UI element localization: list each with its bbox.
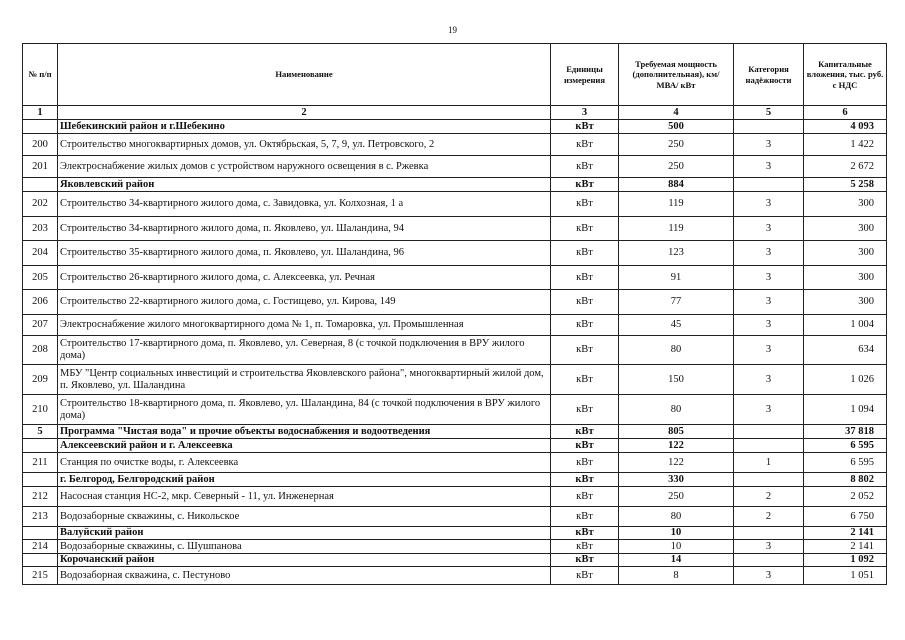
- table-row: [23, 365, 887, 395]
- cell-category: 3: [734, 241, 804, 266]
- cell-num: [23, 527, 58, 540]
- header-power: Требуемая мощность (дополнительная), км/ МВА/ кВт: [619, 44, 734, 106]
- cell-power: 45: [619, 315, 734, 336]
- cell-num: 209: [23, 365, 58, 395]
- group-row: [23, 178, 887, 192]
- column-index: 1: [23, 106, 58, 120]
- cell-name: Алексеевский район и г. Алексеевка: [58, 439, 551, 453]
- cell-num: 203: [23, 217, 58, 241]
- cell-category: [734, 178, 804, 192]
- cell-category: 2: [734, 507, 804, 527]
- cell-unit: кВт: [551, 540, 619, 554]
- cell-name: Строительство 18-квартирного дома, п. Яковлево, ул. Шаландина, 84 (с точкой подключения в ВРУ жилого дома): [58, 395, 551, 425]
- cell-category: 3: [734, 134, 804, 156]
- cell-name: Строительство 22-квартирного жилого дома, с. Гостищево, ул. Кирова, 149: [58, 290, 551, 315]
- column-index: 2: [58, 106, 551, 120]
- table-row: [23, 134, 887, 156]
- group-row: [23, 439, 887, 453]
- cell-capital: 1 051: [804, 567, 887, 585]
- cell-num: 5: [23, 425, 58, 439]
- cell-category: 3: [734, 192, 804, 217]
- cell-name: Валуйский район: [58, 527, 551, 540]
- cell-unit: кВт: [551, 120, 619, 134]
- cell-name: Электроснабжение жилых домов с устройством наружного освещения в с. Ржевка: [58, 156, 551, 178]
- cell-category: 2: [734, 487, 804, 507]
- cell-power: 250: [619, 134, 734, 156]
- cell-power: 805: [619, 425, 734, 439]
- group-row: [23, 120, 887, 134]
- cell-capital: 6 750: [804, 507, 887, 527]
- cell-power: 500: [619, 120, 734, 134]
- column-index-row: [23, 106, 887, 120]
- cell-power: 330: [619, 473, 734, 487]
- cell-capital: 6 595: [804, 439, 887, 453]
- cell-name: г. Белгород, Белгородский район: [58, 473, 551, 487]
- cell-name: Строительство 26-квартирного жилого дома, с. Алексеевка, ул. Речная: [58, 266, 551, 290]
- cell-unit: кВт: [551, 425, 619, 439]
- cell-power: 80: [619, 395, 734, 425]
- cell-capital: 634: [804, 336, 887, 365]
- table-row: [23, 217, 887, 241]
- cell-capital: 6 595: [804, 453, 887, 473]
- cell-num: 215: [23, 567, 58, 585]
- cell-capital: 8 802: [804, 473, 887, 487]
- cell-name: Шебекинский район и г.Шебекино: [58, 120, 551, 134]
- cell-unit: кВт: [551, 527, 619, 540]
- cell-num: [23, 473, 58, 487]
- cell-num: 207: [23, 315, 58, 336]
- header-num: № п/п: [23, 44, 58, 106]
- cell-num: 205: [23, 266, 58, 290]
- cell-name: Электроснабжение жилого многоквартирного дома № 1, п. Томаровка, ул. Промышленная: [58, 315, 551, 336]
- table-row: [23, 290, 887, 315]
- cell-category: 3: [734, 540, 804, 554]
- cell-power: 119: [619, 217, 734, 241]
- cell-name: МБУ "Центр социальных инвестиций и строительства Яковлевского района", многоквартирный жилой дом, п. Яковлево, ул. Шаландина: [58, 365, 551, 395]
- cell-unit: кВт: [551, 453, 619, 473]
- column-index: 4: [619, 106, 734, 120]
- cell-name: Строительство 35-квартирного жилого дома, п. Яковлево, ул. Шаландина, 96: [58, 241, 551, 266]
- cell-capital: 37 818: [804, 425, 887, 439]
- header-category: Категория надёжности: [734, 44, 804, 106]
- cell-unit: кВт: [551, 507, 619, 527]
- table-row: [23, 507, 887, 527]
- page-number: 19: [448, 25, 457, 35]
- cell-unit: кВт: [551, 487, 619, 507]
- cell-capital: 300: [804, 217, 887, 241]
- table-row: [23, 336, 887, 365]
- cell-unit: кВт: [551, 567, 619, 585]
- cell-capital: 2 141: [804, 527, 887, 540]
- cell-category: 3: [734, 266, 804, 290]
- cell-power: 119: [619, 192, 734, 217]
- cell-capital: 4 093: [804, 120, 887, 134]
- cell-name: Водозаборные скважины, с. Никольское: [58, 507, 551, 527]
- cell-num: 200: [23, 134, 58, 156]
- cell-capital: 300: [804, 241, 887, 266]
- cell-unit: кВт: [551, 134, 619, 156]
- header-row: [23, 44, 887, 106]
- cell-num: [23, 120, 58, 134]
- cell-num: 210: [23, 395, 58, 425]
- cell-capital: 300: [804, 192, 887, 217]
- cell-capital: 1 004: [804, 315, 887, 336]
- cell-category: [734, 425, 804, 439]
- cell-name: Станция по очистке воды, г. Алексеевка: [58, 453, 551, 473]
- cell-name: Строительство многоквартирных домов, ул. Октябрьская, 5, 7, 9, ул. Петровского, 2: [58, 134, 551, 156]
- table-row: [23, 241, 887, 266]
- cell-unit: кВт: [551, 315, 619, 336]
- table-row: [23, 156, 887, 178]
- cell-power: 10: [619, 540, 734, 554]
- cell-category: 3: [734, 567, 804, 585]
- cell-num: [23, 554, 58, 567]
- cell-unit: кВт: [551, 266, 619, 290]
- cell-category: [734, 120, 804, 134]
- cell-name: Программа "Чистая вода" и прочие объекты водоснабжения и водоотведения: [58, 425, 551, 439]
- cell-num: 211: [23, 453, 58, 473]
- cell-capital: 2 052: [804, 487, 887, 507]
- cell-num: [23, 178, 58, 192]
- cell-category: [734, 554, 804, 567]
- cell-num: 212: [23, 487, 58, 507]
- cell-num: 204: [23, 241, 58, 266]
- cell-power: 8: [619, 567, 734, 585]
- cell-power: 150: [619, 365, 734, 395]
- table-row: [23, 192, 887, 217]
- cell-num: [23, 439, 58, 453]
- cell-num: 202: [23, 192, 58, 217]
- cell-name: Яковлевский район: [58, 178, 551, 192]
- table-row: [23, 540, 887, 554]
- column-index: 6: [804, 106, 887, 120]
- cell-num: 206: [23, 290, 58, 315]
- cell-unit: кВт: [551, 439, 619, 453]
- group-row: [23, 527, 887, 540]
- cell-category: 1: [734, 453, 804, 473]
- cell-name: Водозаборные скважины, с. Шушпанова: [58, 540, 551, 554]
- cell-category: 3: [734, 395, 804, 425]
- cell-power: 123: [619, 241, 734, 266]
- table-row: [23, 453, 887, 473]
- cell-num: 213: [23, 507, 58, 527]
- cell-capital: 1 094: [804, 395, 887, 425]
- cell-name: Насосная станция НС-2, мкр. Северный - 11, ул. Инженерная: [58, 487, 551, 507]
- cell-unit: кВт: [551, 473, 619, 487]
- cell-power: 10: [619, 527, 734, 540]
- cell-power: 884: [619, 178, 734, 192]
- table-row: [23, 266, 887, 290]
- cell-power: 91: [619, 266, 734, 290]
- cell-name: Строительство 34-квартирного жилого дома, с. Завидовка, ул. Колхозная, 1 а: [58, 192, 551, 217]
- table-body: [23, 120, 887, 585]
- group-row: [23, 425, 887, 439]
- cell-power: 14: [619, 554, 734, 567]
- cell-unit: кВт: [551, 156, 619, 178]
- cell-category: 3: [734, 156, 804, 178]
- cell-category: 3: [734, 365, 804, 395]
- header-units: Единицы измерения: [551, 44, 619, 106]
- cell-power: 122: [619, 453, 734, 473]
- cell-power: 77: [619, 290, 734, 315]
- table-row: [23, 315, 887, 336]
- cell-category: [734, 439, 804, 453]
- header-name: Наименование: [58, 44, 551, 106]
- cell-num: 208: [23, 336, 58, 365]
- cell-category: 3: [734, 336, 804, 365]
- cell-unit: кВт: [551, 241, 619, 266]
- cell-power: 250: [619, 487, 734, 507]
- group-row: [23, 473, 887, 487]
- cell-power: 80: [619, 507, 734, 527]
- cell-category: [734, 527, 804, 540]
- cell-num: 214: [23, 540, 58, 554]
- cell-capital: 1 092: [804, 554, 887, 567]
- cell-power: 80: [619, 336, 734, 365]
- cell-unit: кВт: [551, 336, 619, 365]
- cell-unit: кВт: [551, 217, 619, 241]
- cell-name: Корочанский район: [58, 554, 551, 567]
- cell-power: 250: [619, 156, 734, 178]
- cell-capital: 1 422: [804, 134, 887, 156]
- cell-unit: кВт: [551, 178, 619, 192]
- cell-category: [734, 473, 804, 487]
- cell-unit: кВт: [551, 290, 619, 315]
- cell-name: Строительство 17-квартирного дома, п. Яковлево, ул. Северная, 8 (с точкой подключения в ВРУ жилого дома): [58, 336, 551, 365]
- cell-power: 122: [619, 439, 734, 453]
- cell-category: 3: [734, 217, 804, 241]
- table-row: [23, 395, 887, 425]
- cell-capital: 2 141: [804, 540, 887, 554]
- cell-unit: кВт: [551, 192, 619, 217]
- cell-name: Строительство 34-квартирного жилого дома, п. Яковлево, ул. Шаландина, 94: [58, 217, 551, 241]
- column-index: 3: [551, 106, 619, 120]
- cell-capital: 1 026: [804, 365, 887, 395]
- header-capital: Капитальные вложения, тыс. руб. с НДС: [804, 44, 887, 106]
- cell-unit: кВт: [551, 365, 619, 395]
- cell-category: 3: [734, 315, 804, 336]
- cell-capital: 300: [804, 266, 887, 290]
- cell-unit: кВт: [551, 395, 619, 425]
- table-row: [23, 567, 887, 585]
- cell-num: 201: [23, 156, 58, 178]
- column-index: 5: [734, 106, 804, 120]
- group-row: [23, 554, 887, 567]
- investment-table: [22, 43, 887, 585]
- cell-capital: 300: [804, 290, 887, 315]
- cell-unit: кВт: [551, 554, 619, 567]
- table-row: [23, 487, 887, 507]
- cell-category: 3: [734, 290, 804, 315]
- cell-capital: 5 258: [804, 178, 887, 192]
- cell-name: Водозаборная скважина, с. Пестуново: [58, 567, 551, 585]
- cell-capital: 2 672: [804, 156, 887, 178]
